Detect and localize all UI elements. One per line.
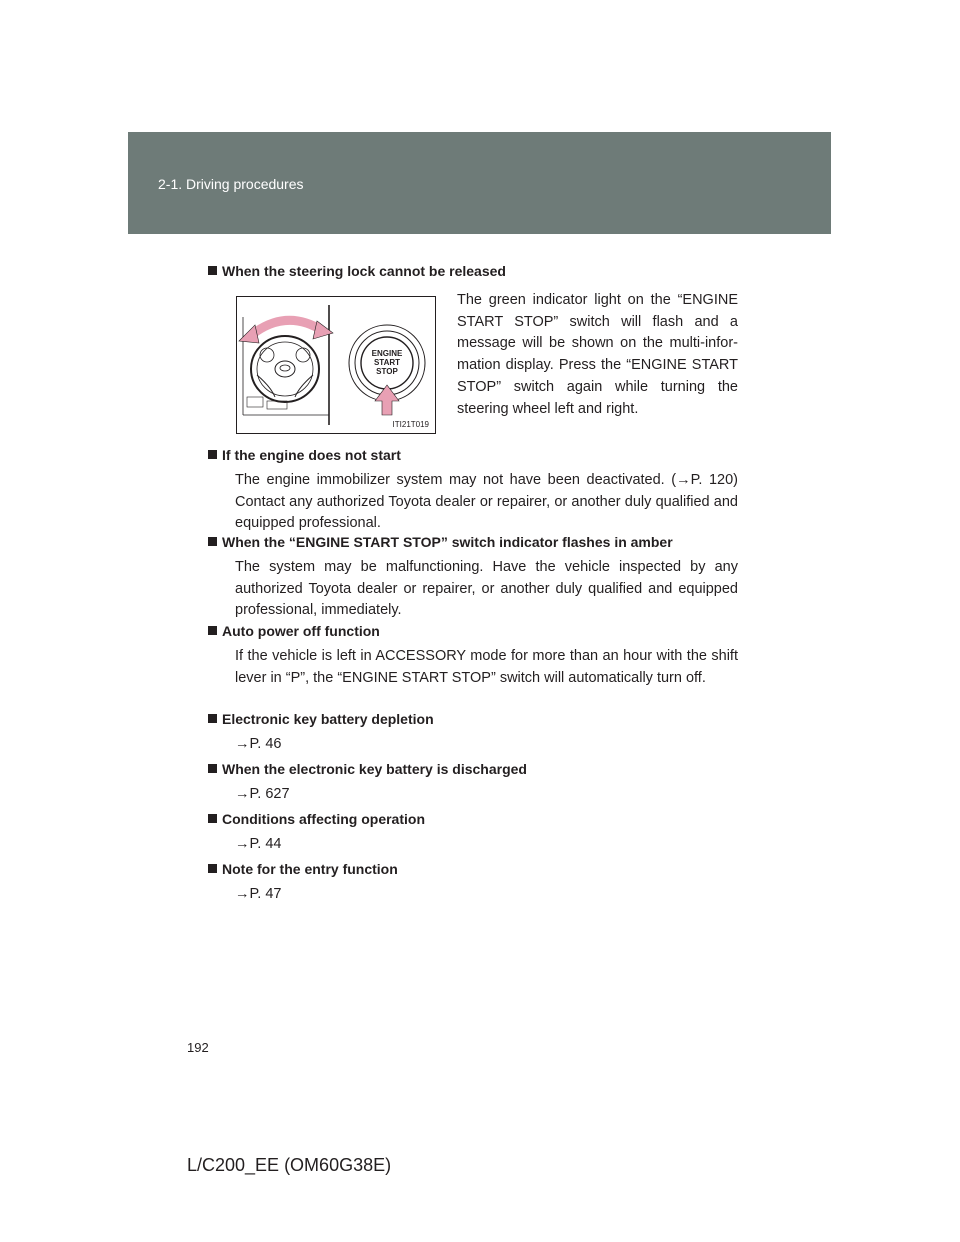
section-header [128, 132, 831, 234]
entry-function-heading: Note for the entry function [208, 860, 738, 878]
steering-lock-text: The green indicator light on the “ENGINE START STOP” switch will flash and a message will be shown on the multi-infor-mation display. Press the “ENGINE START STOP” switch again while turning the steering wheel left and right. [457, 292, 738, 417]
key-battery-discharged-heading: When the electronic key battery is discharged [208, 760, 738, 778]
conditions-ref: →P. 44 [235, 836, 282, 852]
section-title: 2-1. Driving procedures [158, 176, 304, 192]
steering-lock-heading: When the steering lock cannot be released [208, 262, 738, 280]
button-label-engine: ENGINE [371, 349, 403, 358]
steering-wheel-illustration [236, 296, 436, 434]
conditions-heading: Conditions affecting operation [208, 810, 738, 828]
figure-code: ITI21T019 [392, 420, 429, 429]
steering-lock-section [208, 262, 738, 280]
key-battery-discharged-section [208, 760, 738, 804]
engine-not-start-text: The engine immobilizer system may not have been deactivated. (→P. 120) Contact any authorized Toyota dealer or repairer, or another duly qualified and equipped professional. [235, 472, 738, 532]
page-number: 192 [187, 1040, 209, 1055]
button-label-stop: STOP [376, 367, 398, 376]
indicator-amber-heading: When the “ENGINE START STOP” switch indicator flashes in amber [208, 533, 738, 551]
key-battery-depletion-ref: →P. 46 [235, 736, 282, 752]
indicator-amber-section [208, 533, 738, 622]
auto-power-off-text: If the vehicle is left in ACCESSORY mode for more than an hour with the shift lever in “P”, the “ENGINE START STOP” switch will automatically turn off. [235, 648, 738, 686]
steering-wheel-drawing [237, 297, 437, 435]
key-battery-discharged-ref: →P. 627 [235, 786, 290, 802]
press-arrow-icon [375, 385, 399, 415]
engine-not-start-heading: If the engine does not start [208, 446, 738, 464]
key-battery-depletion-heading: Electronic key battery depletion [208, 710, 738, 728]
auto-power-off-section [208, 622, 738, 689]
indicator-amber-text: The system may be malfunctioning. Have the vehicle inspected by any authorized Toyota dealer or repairer, or another duly qualified and equipped professional, immediately. [235, 559, 738, 619]
auto-power-off-heading: Auto power off function [208, 622, 738, 640]
engine-not-start-section [208, 446, 738, 535]
entry-function-ref: →P. 47 [235, 886, 282, 902]
conditions-section [208, 810, 738, 854]
document-code: L/C200_EE (OM60G38E) [187, 1155, 392, 1175]
entry-function-section [208, 860, 738, 904]
key-battery-depletion-section [208, 710, 738, 754]
button-label-start: START [373, 358, 401, 367]
